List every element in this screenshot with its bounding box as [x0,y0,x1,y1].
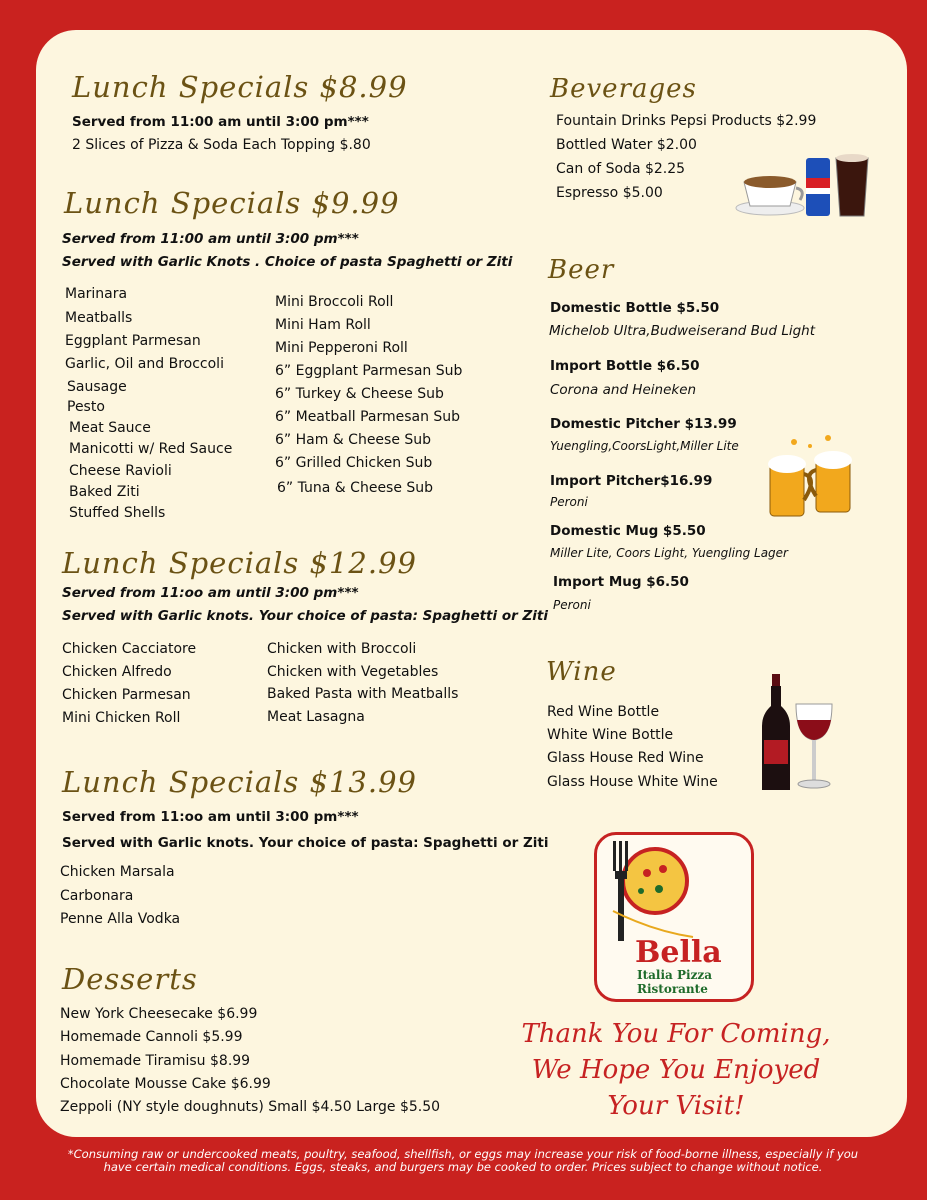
list-item: Manicotti w/ Red Sauce [69,441,233,457]
soda-can-icon [806,158,830,216]
list-item: Meat Sauce [69,420,151,436]
list-item: 6” Eggplant Parmesan Sub [275,363,463,379]
list-item: Baked Ziti [69,484,140,500]
beer-title: Beer [548,255,615,285]
lunch-899-title: Lunch Specials $8.99 [72,70,408,104]
list-item: Eggplant Parmesan [65,333,201,349]
disclaimer-line1: *Consuming raw or undercooked meats, poultry, seafood, shellfish, or eggs may increase your risk of food-borne illness, especially if you [67,1147,859,1161]
beverages-illustration [718,150,878,225]
wine-bottle-icon [762,674,790,790]
list-item: Glass House White Wine [547,774,718,790]
list-item: Chicken Cacciatore [62,641,197,657]
beer-item-desc: Michelob Ultra,Budweiserand Bud Light [549,323,816,339]
list-item: Chicken Parmesan [62,687,191,703]
wine-illustration [760,672,836,798]
list-item: White Wine Bottle [547,727,674,743]
lunch-1299-note: Served with Garlic knots. Your choice of pasta: Spaghetti or Ziti [62,608,548,624]
logo-line1: Italia Pizza [637,968,712,982]
beer-item-name: Domestic Bottle $5.50 [550,300,720,316]
list-item: Carbonara [60,888,134,904]
beer-item-desc: Yuengling,CoorsLight,Miller Lite [550,439,739,453]
list-item: Meat Lasagna [267,709,365,725]
list-item: Cheese Ravioli [69,463,172,479]
beer-mugs-illustration [764,432,860,524]
beer-item-desc: Corona and Heineken [550,382,697,398]
list-item: New York Cheesecake $6.99 [60,1006,258,1022]
wine-title: Wine [546,657,617,687]
beer-item-name: Domestic Mug $5.50 [550,523,706,539]
list-item: Homemade Tiramisu $8.99 [60,1053,251,1069]
thanks-line3: Your Visit! [607,1091,745,1121]
logo-name: Bella [635,935,722,970]
soda-glass-icon [836,154,868,216]
lunch-999-title: Lunch Specials $9.99 [64,186,400,220]
list-item: Chicken with Broccoli [267,641,417,657]
beer-mug-icon [768,455,811,516]
lunch-899-desc: 2 Slices of Pizza & Soda Each Topping $.80 [72,137,371,153]
lunch-899-served: Served from 11:00 am until 3:00 pm*** [72,114,369,130]
beer-item-name: Import Pitcher$16.99 [550,473,713,489]
disclaimer-line2: have certain medical conditions. Eggs, steaks, and burgers may be cooked to order. Prices subject to change without notice. [103,1160,823,1174]
list-item: Espresso $5.00 [556,185,663,201]
list-item: Garlic, Oil and Broccoli [65,356,224,372]
beverages-title: Beverages [550,74,697,104]
beer-item-name: Domestic Pitcher $13.99 [550,416,737,432]
beer-item-desc: Peroni [553,598,591,612]
list-item: Fountain Drinks Pepsi Products $2.99 [556,113,817,129]
list-item: Mini Broccoli Roll [275,294,394,310]
list-item: Chicken Marsala [60,864,175,880]
list-item: Mini Ham Roll [275,317,371,333]
list-item: Chocolate Mousse Cake $6.99 [60,1076,271,1092]
lunch-999-note: Served with Garlic Knots . Choice of pasta Spaghetti or Ziti [62,254,513,270]
beer-item-name: Import Mug $6.50 [553,574,689,590]
list-item: Sausage [67,379,127,395]
list-item: Meatballs [65,310,133,326]
list-item: Homemade Cannoli $5.99 [60,1029,243,1045]
list-item: 6” Turkey & Cheese Sub [275,386,444,402]
lunch-1399-title: Lunch Specials $13.99 [62,765,417,799]
lunch-1399-served: Served from 11:oo am until 3:00 pm*** [62,809,359,825]
beer-item-name: Import Bottle $6.50 [550,358,700,374]
list-item: Mini Pepperoni Roll [275,340,408,356]
list-item: Mini Chicken Roll [62,710,181,726]
list-item: Stuffed Shells [69,505,166,521]
list-item: 6” Meatball Parmesan Sub [275,409,461,425]
thanks-line2: We Hope You Enjoyed [531,1055,821,1085]
espresso-cup-icon [736,176,804,215]
beer-mug-icon [809,451,852,512]
list-item: Chicken with Vegetables [267,664,439,680]
beer-item-desc: Miller Lite, Coors Light, Yuengling Lager [550,546,788,560]
list-item: Can of Soda $2.25 [556,161,686,177]
wine-glass-icon [796,704,832,788]
list-item: Red Wine Bottle [547,704,660,720]
lunch-1299-title: Lunch Specials $12.99 [62,546,417,580]
list-item: Glass House Red Wine [547,750,704,766]
restaurant-logo [594,832,754,1002]
logo-line2: Ristorante [637,982,708,996]
list-item: Bottled Water $2.00 [556,137,697,153]
list-item: Chicken Alfredo [62,664,172,680]
beer-item-desc: Peroni [550,495,588,509]
list-item: Pesto [67,399,105,415]
list-item: 6” Grilled Chicken Sub [275,455,433,471]
pizza-fork-icon [603,841,723,941]
list-item: Baked Pasta with Meatballs [267,686,459,702]
list-item: Penne Alla Vodka [60,911,181,927]
lunch-999-served: Served from 11:00 am until 3:00 pm*** [62,231,359,247]
list-item: 6” Tuna & Cheese Sub [277,480,434,496]
desserts-title: Desserts [62,962,198,996]
lunch-1399-note: Served with Garlic knots. Your choice of pasta: Spaghetti or Ziti [62,835,549,851]
list-item: Zeppoli (NY style doughnuts) Small $4.50 Large $5.50 [60,1099,441,1115]
list-item: 6” Ham & Cheese Sub [275,432,432,448]
thanks-line1: Thank You For Coming, [521,1019,831,1049]
lunch-1299-served: Served from 11:oo am until 3:00 pm*** [62,585,359,601]
list-item: Marinara [65,286,128,302]
